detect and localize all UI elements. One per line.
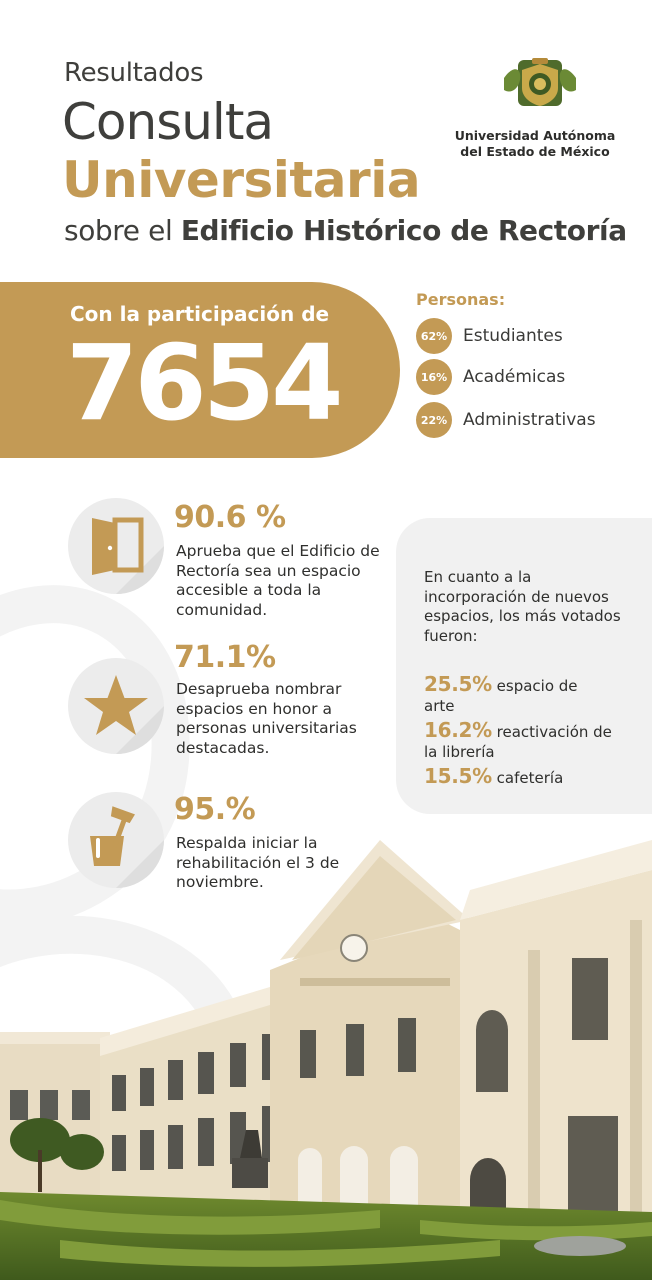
space-vote-label: cafetería: [496, 769, 564, 787]
stat-text-accessible: Aprueba que el Edificio de Rectoría sea un espacio accesible a toda la comunidad.: [176, 542, 380, 619]
persons-label: Estudiantes: [463, 326, 563, 346]
university-name: Universidad Autónoma del Estado de México: [454, 128, 616, 159]
persons-item-estudiantes: [416, 318, 563, 354]
space-vote-cafeteria: [424, 766, 644, 788]
page-subtitle: sobre el Edificio Histórico de Rectoría: [64, 214, 627, 247]
percent-badge: 22%: [416, 402, 452, 438]
space-vote-percent: 16.2%: [424, 718, 492, 742]
star-icon: [68, 658, 164, 754]
stat-percent-rehabilitation: 95.%: [174, 792, 256, 827]
rectoria-building-photo: [0, 800, 652, 1280]
persons-title: Personas:: [416, 290, 506, 309]
percent-badge: 16%: [416, 359, 452, 395]
page-title-universitaria: Universitaria: [62, 151, 421, 209]
star-icon-circle: [68, 658, 164, 754]
space-vote-label: espacio de arte: [424, 677, 578, 715]
stat-text-honor: Desaprueba nombrar espacios en honor a personas universitarias destacadas.: [176, 680, 357, 757]
door-icon-circle: [68, 498, 164, 594]
university-seal-icon: [440, 58, 640, 128]
space-vote-arte: [424, 674, 594, 716]
space-vote-percent: 15.5%: [424, 764, 492, 788]
stat-percent-accessible: 90.6 %: [174, 500, 286, 535]
door-icon: [68, 498, 164, 594]
page-title-consulta: Consulta: [62, 93, 274, 151]
stat-text-rehabilitation: Respalda iniciar la rehabilitación el 3 de noviembre.: [176, 834, 340, 891]
stat-percent-honor: 71.1%: [174, 640, 276, 675]
participation-total: 7654: [66, 322, 340, 444]
results-label: Resultados: [64, 58, 204, 88]
persons-item-administrativas: [416, 402, 596, 438]
persons-label: Académicas: [463, 367, 566, 387]
persons-label: Administrativas: [463, 410, 596, 430]
space-vote-label: reactivación de la librería: [424, 723, 612, 761]
new-spaces-intro: En cuanto a la incorporación de nuevos espacios, los más votados fueron:: [424, 568, 621, 645]
percent-badge: 62%: [416, 318, 452, 354]
space-vote-percent: 25.5%: [424, 672, 492, 696]
participation-label: Con la participación de: [70, 302, 330, 326]
persons-item-academicas: [416, 359, 565, 395]
space-vote-libreria: [424, 720, 614, 762]
